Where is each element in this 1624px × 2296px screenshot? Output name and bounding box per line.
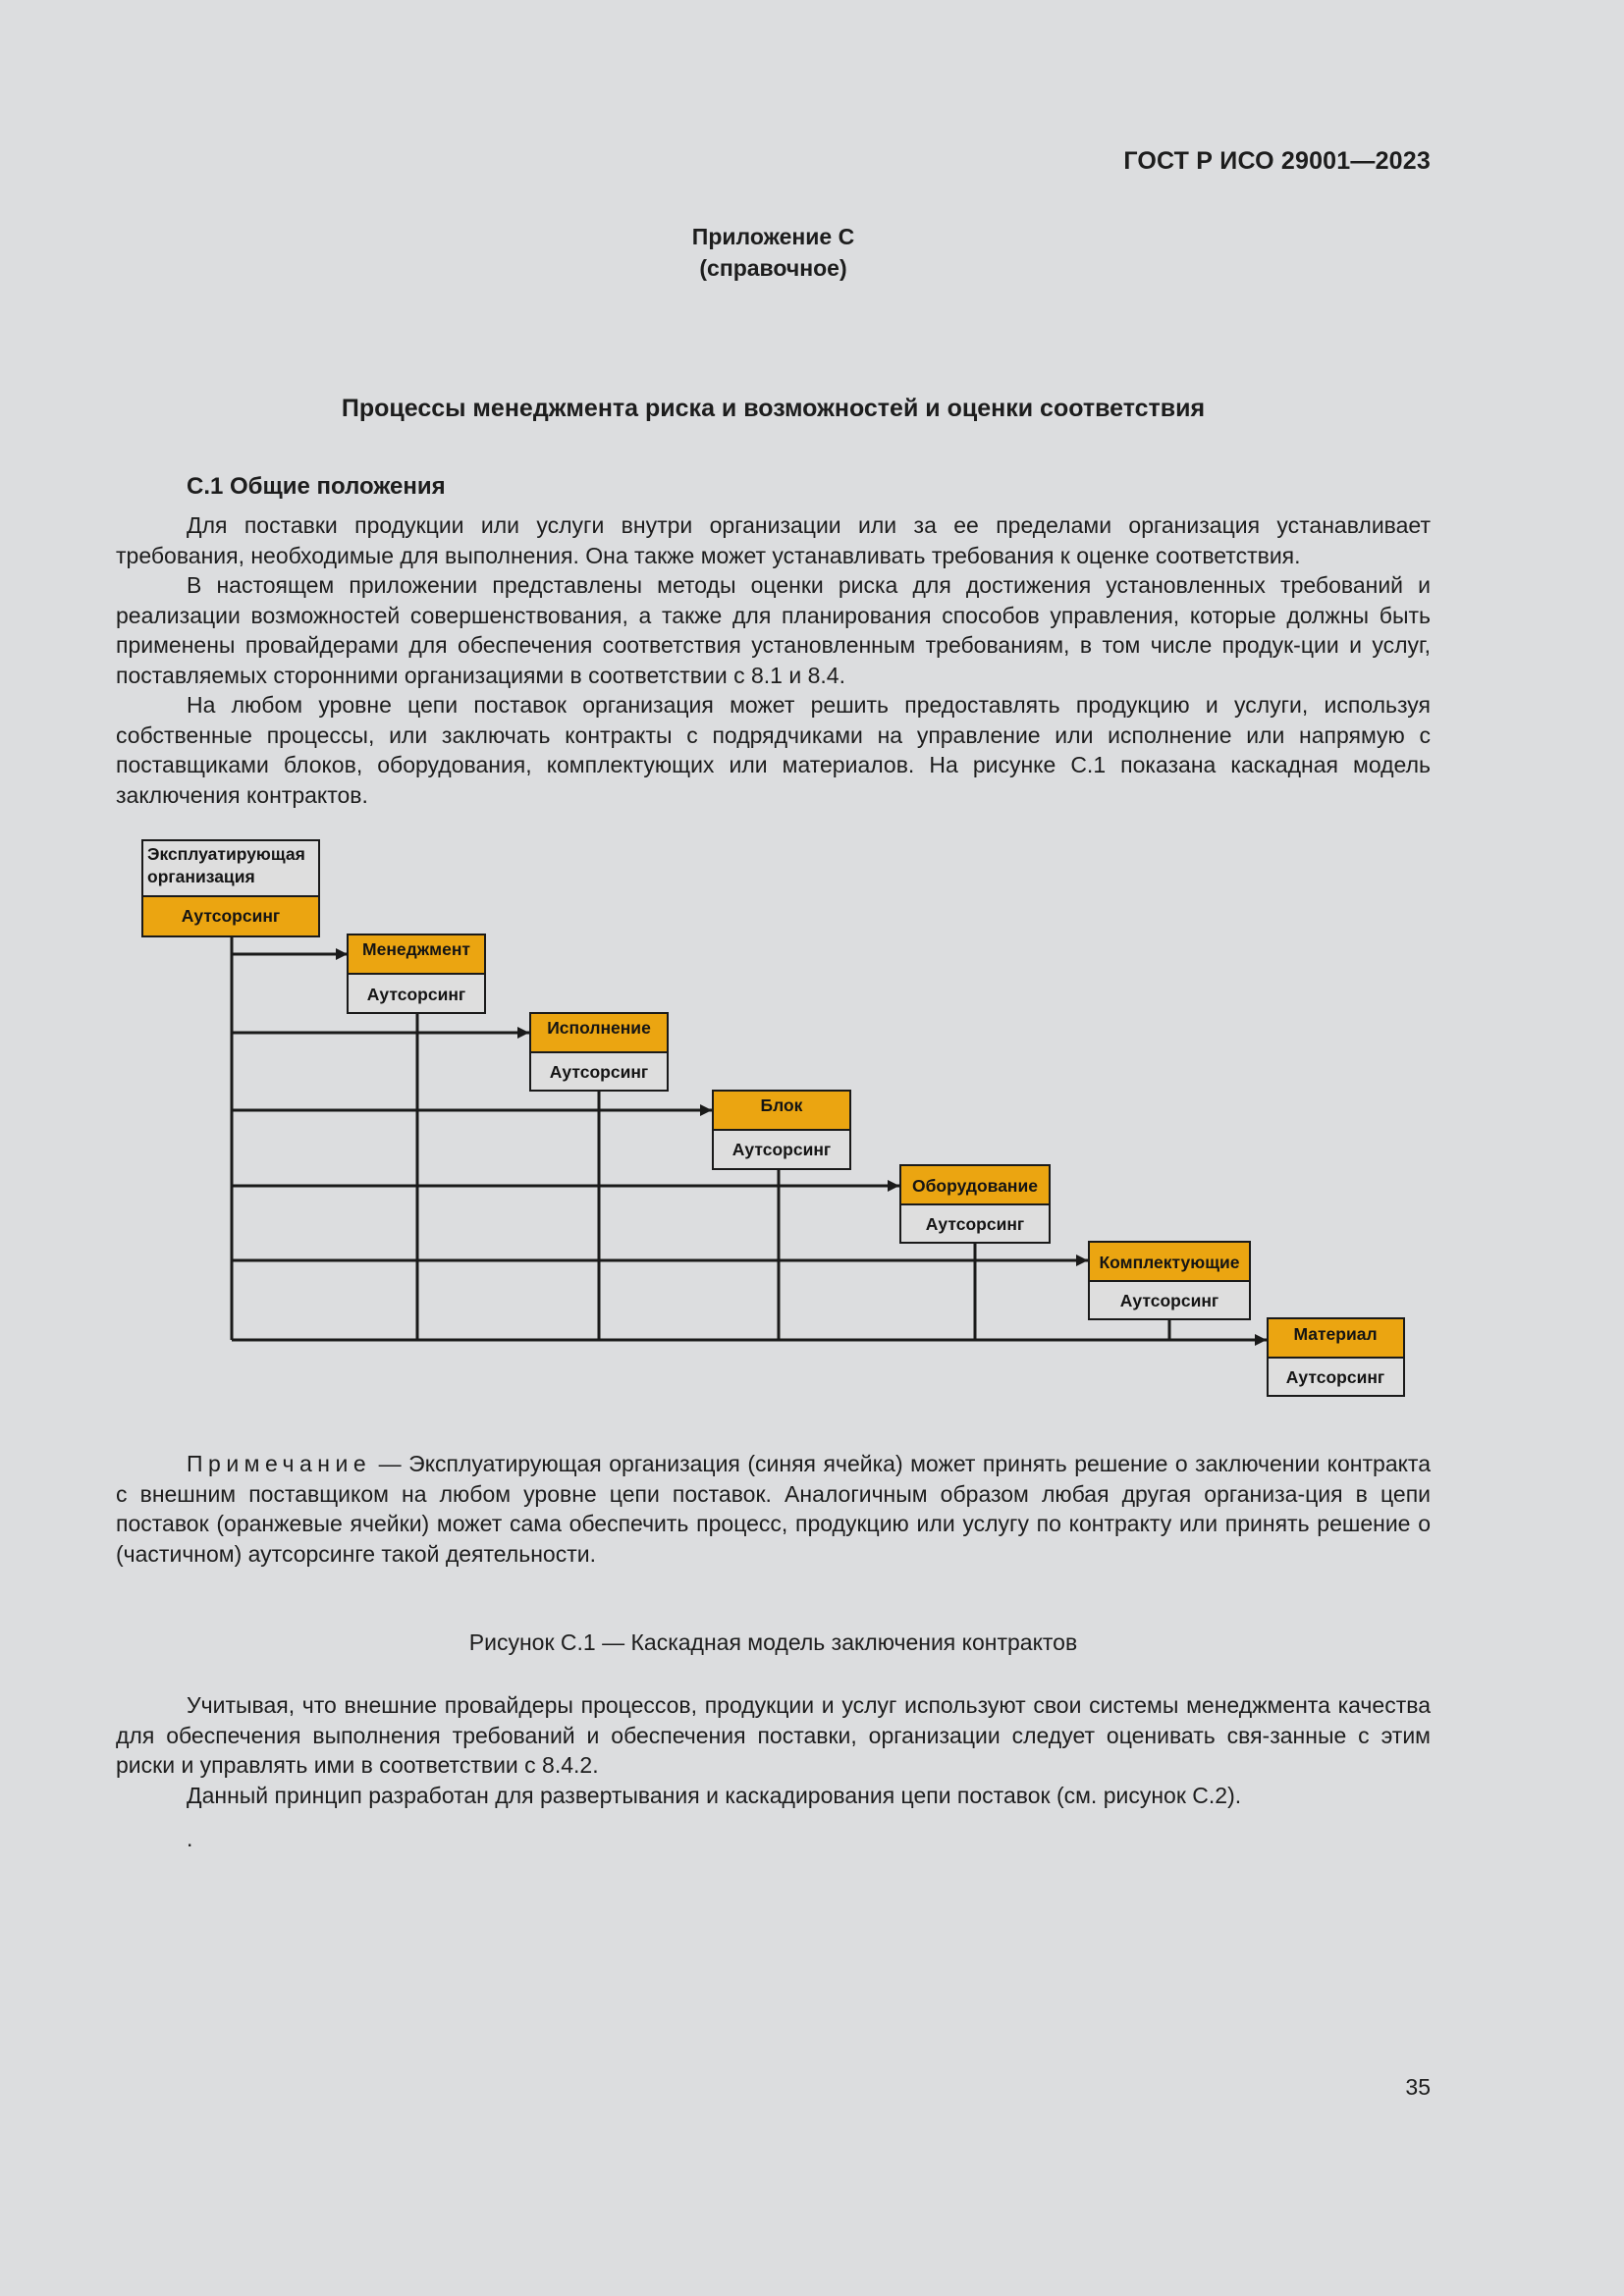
level-outsourcing-label: Аутсорсинг bbox=[366, 985, 466, 1004]
level-outsourcing-label: Аутсорсинг bbox=[1119, 1291, 1219, 1310]
note-paragraph bbox=[116, 1449, 1431, 1569]
paragraph: Для поставки продукции или услуги внутри организации или за ее пределами организация устанавливает требования, необходимые для выполнения. Она также может устанавливать требования к оценке соответствия. bbox=[116, 512, 1431, 568]
annex-subtitle: (справочное) bbox=[699, 255, 847, 281]
annex-title: Приложение С bbox=[691, 224, 855, 249]
note-block bbox=[116, 1449, 1431, 1569]
level-box-material bbox=[1268, 1318, 1404, 1396]
level-outsourcing-label: Аутсорсинг bbox=[731, 1140, 832, 1159]
level-title: Комплектующие bbox=[1099, 1253, 1240, 1272]
level-title: Оборудование bbox=[912, 1176, 1038, 1196]
operator-title-line1: Эксплуатирующая bbox=[147, 844, 305, 864]
level-outsourcing-label: Аутсорсинг bbox=[925, 1214, 1025, 1234]
paragraph: В настоящем приложении представлены методы оценки риска для достижения установленных требований и реализации возможностей совершенствования, а также для планирования способов управления, которые должны быть применены провайдерами для обеспечения соответствия установленным требованиям, в том числе продук-ции и услуг, поставляемых сторонними организациями в соответствии с 8.1 и 8.4. bbox=[116, 572, 1431, 688]
document-id: ГОСТ Р ИСО 29001—2023 bbox=[1123, 147, 1431, 175]
body-text-2 bbox=[116, 1690, 1431, 1810]
level-box-management bbox=[348, 934, 485, 1013]
note-label: Примечание bbox=[187, 1451, 372, 1476]
operator-title-line2: организация bbox=[147, 867, 255, 886]
level-outsourcing-label: Аутсорсинг bbox=[549, 1062, 649, 1082]
level-title: Исполнение bbox=[547, 1018, 651, 1038]
page-number: 35 bbox=[1405, 2074, 1431, 2100]
trailing-dot: . bbox=[187, 1826, 193, 1851]
paragraph: Данный принцип разработан для развертывания и каскадирования цепи поставок (см. рисунок С.2). bbox=[187, 1782, 1242, 1808]
operator-outsourcing-label: Аутсорсинг bbox=[181, 906, 281, 926]
level-title: Блок bbox=[760, 1095, 803, 1115]
level-box-equipment bbox=[900, 1165, 1050, 1243]
level-outsourcing-label: Аутсорсинг bbox=[1285, 1367, 1385, 1387]
level-box-components bbox=[1089, 1242, 1250, 1319]
paragraph: Учитывая, что внешние провайдеры процессов, продукции и услуг используют свои системы менеджмента качества для обеспечения выполнения требований и обеспечения поставки, организации следует оценивать свя-занные с этим риски и управлять ими в соответствии с 8.4.2. bbox=[116, 1692, 1431, 1778]
operator-box bbox=[142, 840, 319, 936]
note-text: — Эксплуатирующая организация (синяя ячейка) может принять решение о заключении контракта с внешним поставщиком на любом уровне цепи поставок. Аналогичным образом любая другая организа-ция в цепи поставок (оранжевые ячейки) может сама обеспечить процесс, продукцию или услугу по контракту или принять решение о (частичном) аутсорсинге такой деятельности. bbox=[116, 1451, 1431, 1567]
paragraph: На любом уровне цепи поставок организация может решить предоставлять продукцию и услуги, используя собственные процессы, или заключать контракты с подрядчиками на управление или исполнение или напрямую с поставщиками блоков, оборудования, комплектующих или материалов. На рисунке С.1 показана каскадная модель заключения контрактов. bbox=[116, 692, 1431, 808]
level-box-block bbox=[713, 1091, 850, 1169]
main-title: Процессы менеджмента риска и возможностей и оценки соответствия bbox=[341, 395, 1206, 422]
level-title: Материал bbox=[1293, 1324, 1378, 1344]
figure-caption: Рисунок С.1 — Каскадная модель заключения контрактов bbox=[468, 1629, 1078, 1655]
section-heading: С.1 Общие положения bbox=[187, 473, 446, 500]
level-title: Менеджмент bbox=[362, 939, 470, 959]
level-box-execution bbox=[530, 1013, 668, 1091]
